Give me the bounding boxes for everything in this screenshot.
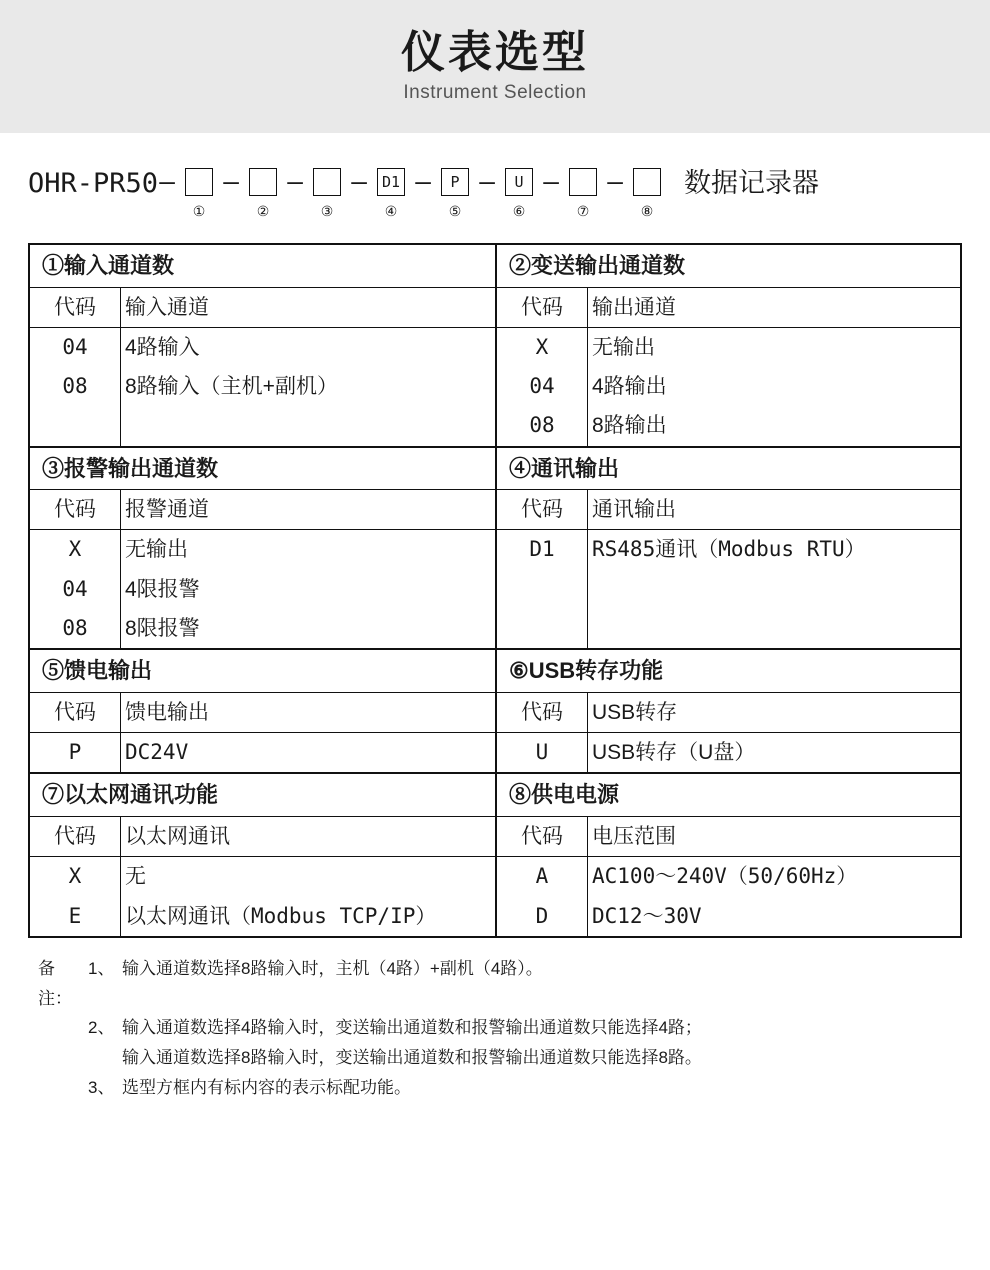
model-dash-3: — xyxy=(287,167,303,197)
model-segment-4-box: D1 xyxy=(377,168,405,196)
spec-block-2-table xyxy=(497,288,960,446)
column-header-desc: 通讯输出 xyxy=(588,490,961,530)
table-header-row xyxy=(497,490,960,530)
row-desc: DC12～30V xyxy=(592,903,702,928)
spec-block-row-2 xyxy=(30,446,960,649)
model-segment-3-index: ③ xyxy=(320,203,334,219)
column-header-desc: 输入通道 xyxy=(121,288,496,328)
model-segment-1 xyxy=(176,165,222,220)
page-title: 仪表选型 xyxy=(401,28,589,78)
table-row xyxy=(30,327,495,367)
table-row xyxy=(30,857,495,897)
notes-label-spacer xyxy=(28,1013,88,1043)
spec-block-2 xyxy=(495,245,960,446)
row-code: 04 xyxy=(497,367,588,406)
column-header-desc: 电压范围 xyxy=(588,817,961,857)
row-desc: 4限报警 xyxy=(125,577,200,601)
column-header-desc: USB转存 xyxy=(588,693,961,733)
spec-block-row-3 xyxy=(30,648,960,772)
column-header-code: 代码 xyxy=(30,693,121,733)
row-code: U xyxy=(497,733,588,773)
spec-block-8-table xyxy=(497,817,960,936)
column-header-code: 代码 xyxy=(497,490,588,530)
spec-block-8-heading: ⑧供电电源 xyxy=(497,774,960,817)
note-text-1: 输入通道数选择8路输入时，主机（4路）+副机（4路）。 xyxy=(122,958,543,978)
row-desc: 无输出 xyxy=(125,538,188,562)
spec-block-3 xyxy=(30,448,495,649)
spec-block-8 xyxy=(495,774,960,935)
column-header-code: 代码 xyxy=(30,817,121,857)
model-segment-7 xyxy=(560,165,606,220)
row-code: D1 xyxy=(497,530,588,570)
note-index-1: 1、 xyxy=(88,958,115,978)
table-spacer-row xyxy=(497,609,960,648)
table-header-row xyxy=(30,288,495,328)
row-desc: 无输出 xyxy=(592,335,655,359)
model-segment-5 xyxy=(432,165,478,220)
spec-block-4-heading: ④通讯输出 xyxy=(497,448,960,491)
row-code-empty xyxy=(497,609,588,648)
page-subtitle: Instrument Selection xyxy=(403,81,587,103)
row-code: X xyxy=(497,327,588,367)
table-row xyxy=(497,406,960,445)
row-desc: 8路输出 xyxy=(592,414,667,438)
column-header-code: 代码 xyxy=(497,288,588,328)
row-desc: 8限报警 xyxy=(125,617,200,641)
model-dash-7: — xyxy=(543,167,559,197)
row-code: P xyxy=(30,733,121,773)
table-row xyxy=(497,857,960,897)
column-header-desc: 馈电输出 xyxy=(121,693,496,733)
spec-block-4-table xyxy=(497,490,960,648)
row-desc: 4路输出 xyxy=(592,375,667,399)
row-desc: RS485通讯（Modbus RTU） xyxy=(592,537,866,562)
spec-block-7-heading: ⑦以太网通讯功能 xyxy=(30,774,495,817)
column-header-code: 代码 xyxy=(30,490,121,530)
table-header-row xyxy=(30,693,495,733)
row-desc: DC24V xyxy=(125,740,189,765)
row-code: X xyxy=(30,857,121,897)
table-row xyxy=(497,897,960,936)
spec-block-5 xyxy=(30,650,495,772)
model-segment-6-box: U xyxy=(505,168,533,196)
row-code: 08 xyxy=(30,609,121,648)
row-desc: 无 xyxy=(125,865,146,889)
row-code: X xyxy=(30,530,121,570)
model-dash-4: — xyxy=(351,167,367,197)
model-segment-5-index: ⑤ xyxy=(448,203,462,219)
model-segment-2-box xyxy=(249,168,277,196)
note-text-2: 输入通道数选择4路输入时，变送输出通道数和报警输出通道数只能选择4路； xyxy=(122,1018,702,1038)
spec-block-6-table xyxy=(497,693,960,773)
note-line-1 xyxy=(28,954,962,1014)
spec-block-6-heading: ⑥USB转存功能 xyxy=(497,650,960,693)
note-text-2-cont: 输入通道数选择8路输入时，变送输出通道数和报警输出通道数只能选择8路。 xyxy=(122,1048,702,1068)
column-header-desc: 报警通道 xyxy=(121,490,496,530)
model-segment-8 xyxy=(624,165,670,220)
row-desc: 4路输入 xyxy=(125,335,200,359)
notes-label-spacer xyxy=(28,1073,88,1103)
spec-block-4 xyxy=(495,448,960,649)
spec-block-3-table xyxy=(30,490,495,648)
spec-block-2-heading: ②变送输出通道数 xyxy=(497,245,960,288)
note-index-3: 3、 xyxy=(88,1077,115,1097)
spec-block-1-heading: ①输入通道数 xyxy=(30,245,495,288)
table-header-row xyxy=(497,288,960,328)
page-banner xyxy=(0,0,990,133)
spec-block-row-1 xyxy=(30,245,960,446)
table-row xyxy=(30,609,495,648)
model-dash-6: — xyxy=(479,167,495,197)
model-segment-4 xyxy=(368,165,414,220)
spec-block-3-heading: ③报警输出通道数 xyxy=(30,448,495,491)
spec-block-5-table xyxy=(30,693,495,773)
model-code-row xyxy=(28,165,962,220)
table-row xyxy=(497,530,960,570)
spec-block-row-4 xyxy=(30,772,960,935)
model-dash-8: — xyxy=(607,167,623,197)
spec-block-6 xyxy=(495,650,960,772)
table-spacer-row xyxy=(497,570,960,609)
spec-block-5-heading: ⑤馈电输出 xyxy=(30,650,495,693)
specification-table xyxy=(28,243,962,938)
table-spacer-row xyxy=(30,406,495,445)
notes-label: 备注： xyxy=(38,958,72,1008)
row-code: 08 xyxy=(30,367,121,406)
row-desc: 以太网通讯（Modbus TCP/IP） xyxy=(125,903,437,928)
row-desc: USB转存（U盘） xyxy=(592,741,756,765)
model-segment-3-box xyxy=(313,168,341,196)
note-text-3: 选型方框内有标内容的表示标配功能。 xyxy=(122,1077,411,1097)
table-header-row xyxy=(30,817,495,857)
model-segment-2-index: ② xyxy=(256,203,270,219)
column-header-code: 代码 xyxy=(30,288,121,328)
row-code: 04 xyxy=(30,570,121,609)
row-desc-empty xyxy=(588,570,961,609)
row-code: A xyxy=(497,857,588,897)
notes-section xyxy=(28,954,962,1103)
row-code: 08 xyxy=(497,406,588,445)
row-code: 04 xyxy=(30,327,121,367)
table-row xyxy=(497,733,960,773)
table-row xyxy=(30,530,495,570)
spec-block-1 xyxy=(30,245,495,446)
table-row xyxy=(30,897,495,936)
model-segment-7-box xyxy=(569,168,597,196)
spec-block-1-table xyxy=(30,288,495,446)
column-header-code: 代码 xyxy=(497,817,588,857)
row-code-empty xyxy=(30,406,121,445)
row-code: E xyxy=(30,897,121,936)
column-header-desc: 以太网通讯 xyxy=(121,817,496,857)
model-dash-5: — xyxy=(415,167,431,197)
row-desc-empty xyxy=(121,406,496,445)
table-row xyxy=(497,367,960,406)
note-line-2 xyxy=(28,1013,962,1043)
model-segment-1-index: ① xyxy=(192,203,206,219)
row-desc: AC100～240V（50/60Hz） xyxy=(592,864,858,889)
row-code: D xyxy=(497,897,588,936)
spec-block-7-table xyxy=(30,817,495,936)
model-code-area xyxy=(0,165,990,237)
table-header-row xyxy=(497,693,960,733)
model-segment-5-box: P xyxy=(441,168,469,196)
model-segment-8-box xyxy=(633,168,661,196)
table-header-row xyxy=(30,490,495,530)
spec-block-7 xyxy=(30,774,495,935)
column-header-code: 代码 xyxy=(497,693,588,733)
model-segment-8-index: ⑧ xyxy=(640,203,654,219)
model-prefix: OHR-PR50 xyxy=(28,168,159,199)
column-header-desc: 输出通道 xyxy=(588,288,961,328)
table-header-row xyxy=(497,817,960,857)
note-line-3 xyxy=(28,1073,962,1103)
row-desc: 8路输入（主机+副机） xyxy=(125,375,338,399)
model-segment-7-index: ⑦ xyxy=(576,203,590,219)
note-index-2: 2、 xyxy=(88,1018,115,1038)
row-desc-empty xyxy=(588,609,961,648)
model-segment-6 xyxy=(496,165,542,220)
model-product-name: 数据记录器 xyxy=(684,168,820,198)
model-segment-4-index: ④ xyxy=(384,203,398,219)
table-row xyxy=(30,367,495,406)
model-dash-1: — xyxy=(159,167,175,197)
model-segment-3 xyxy=(304,165,350,220)
row-code-empty xyxy=(497,570,588,609)
model-segment-2 xyxy=(240,165,286,220)
table-row xyxy=(30,570,495,609)
model-dash-2: — xyxy=(223,167,239,197)
model-segment-6-index: ⑥ xyxy=(512,203,526,219)
model-segment-1-box xyxy=(185,168,213,196)
table-row xyxy=(497,327,960,367)
table-row xyxy=(30,733,495,773)
